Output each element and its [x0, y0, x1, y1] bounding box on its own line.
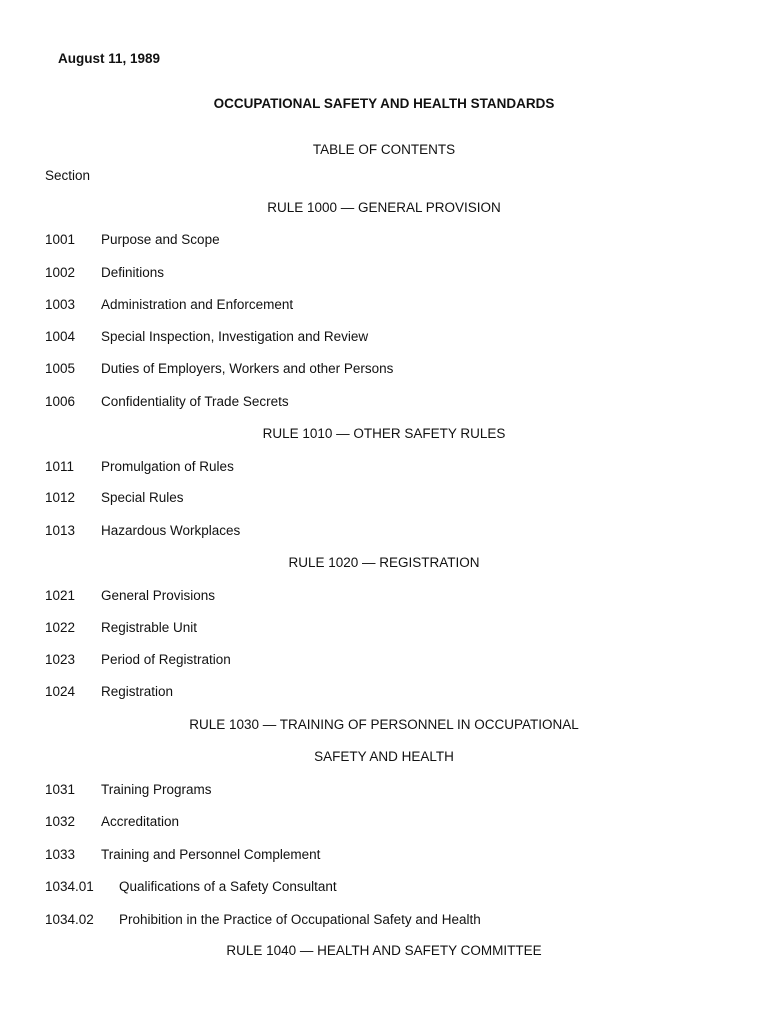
rule-heading: RULE 1030 — TRAINING OF PERSONNEL IN OCCUPATIONAL	[189, 717, 579, 732]
section-title: Special Rules	[101, 490, 184, 505]
section-title: Registrable Unit	[101, 620, 198, 635]
section-title: Training Programs	[101, 782, 212, 797]
rule-heading: RULE 1040 — HEALTH AND SAFETY COMMITTEE	[226, 943, 542, 958]
section-title: Confidentiality of Trade Secrets	[101, 394, 289, 409]
section-number: 1005	[45, 361, 76, 376]
section-number: 1021	[45, 588, 76, 603]
section-title: Definitions	[101, 265, 165, 280]
section-title: Duties of Employers, Workers and other Persons	[101, 361, 394, 376]
section-title: Qualifications of a Safety Consultant	[119, 879, 337, 894]
section-number: 1023	[45, 652, 76, 667]
section-number: 1031	[45, 782, 76, 797]
section-number: 1011	[45, 459, 75, 474]
section-number: 1012	[45, 490, 76, 505]
section-title: Purpose and Scope	[101, 232, 220, 247]
rule-heading-continued: SAFETY AND HEALTH	[314, 749, 454, 764]
rule-heading: RULE 1000 — GENERAL PROVISION	[267, 200, 501, 215]
section-number: 1001	[45, 232, 76, 247]
section-title: Administration and Enforcement	[101, 297, 294, 312]
section-number: 1022	[45, 620, 76, 635]
section-title: Prohibition in the Practice of Occupational Safety and Health	[119, 912, 481, 927]
section-title: Hazardous Workplaces	[101, 523, 241, 538]
section-title: Promulgation of Rules	[101, 459, 234, 474]
section-title: Special Inspection, Investigation and Review	[101, 329, 369, 344]
toc-heading: TABLE OF CONTENTS	[312, 142, 456, 157]
section-number: 1033	[45, 847, 76, 862]
section-number: 1034.01	[45, 879, 94, 894]
section-title: Accreditation	[101, 814, 180, 829]
section-title: Registration	[101, 684, 174, 699]
rule-heading: RULE 1020 — REGISTRATION	[288, 555, 480, 570]
section-number: 1003	[45, 297, 76, 312]
section-label: Section	[45, 168, 91, 183]
section-title: Training and Personnel Complement	[101, 847, 321, 862]
section-number: 1004	[45, 329, 76, 344]
section-number: 1032	[45, 814, 76, 829]
document-title: OCCUPATIONAL SAFETY AND HEALTH STANDARDS	[213, 96, 555, 111]
section-number: 1006	[45, 394, 76, 409]
section-title: General Provisions	[101, 588, 216, 603]
rule-heading: RULE 1010 — OTHER SAFETY RULES	[262, 426, 506, 441]
section-number: 1034.02	[45, 912, 94, 927]
section-number: 1024	[45, 684, 76, 699]
document-date: August 11, 1989	[58, 51, 161, 66]
section-title: Period of Registration	[101, 652, 231, 667]
section-number: 1002	[45, 265, 76, 280]
section-number: 1013	[45, 523, 76, 538]
